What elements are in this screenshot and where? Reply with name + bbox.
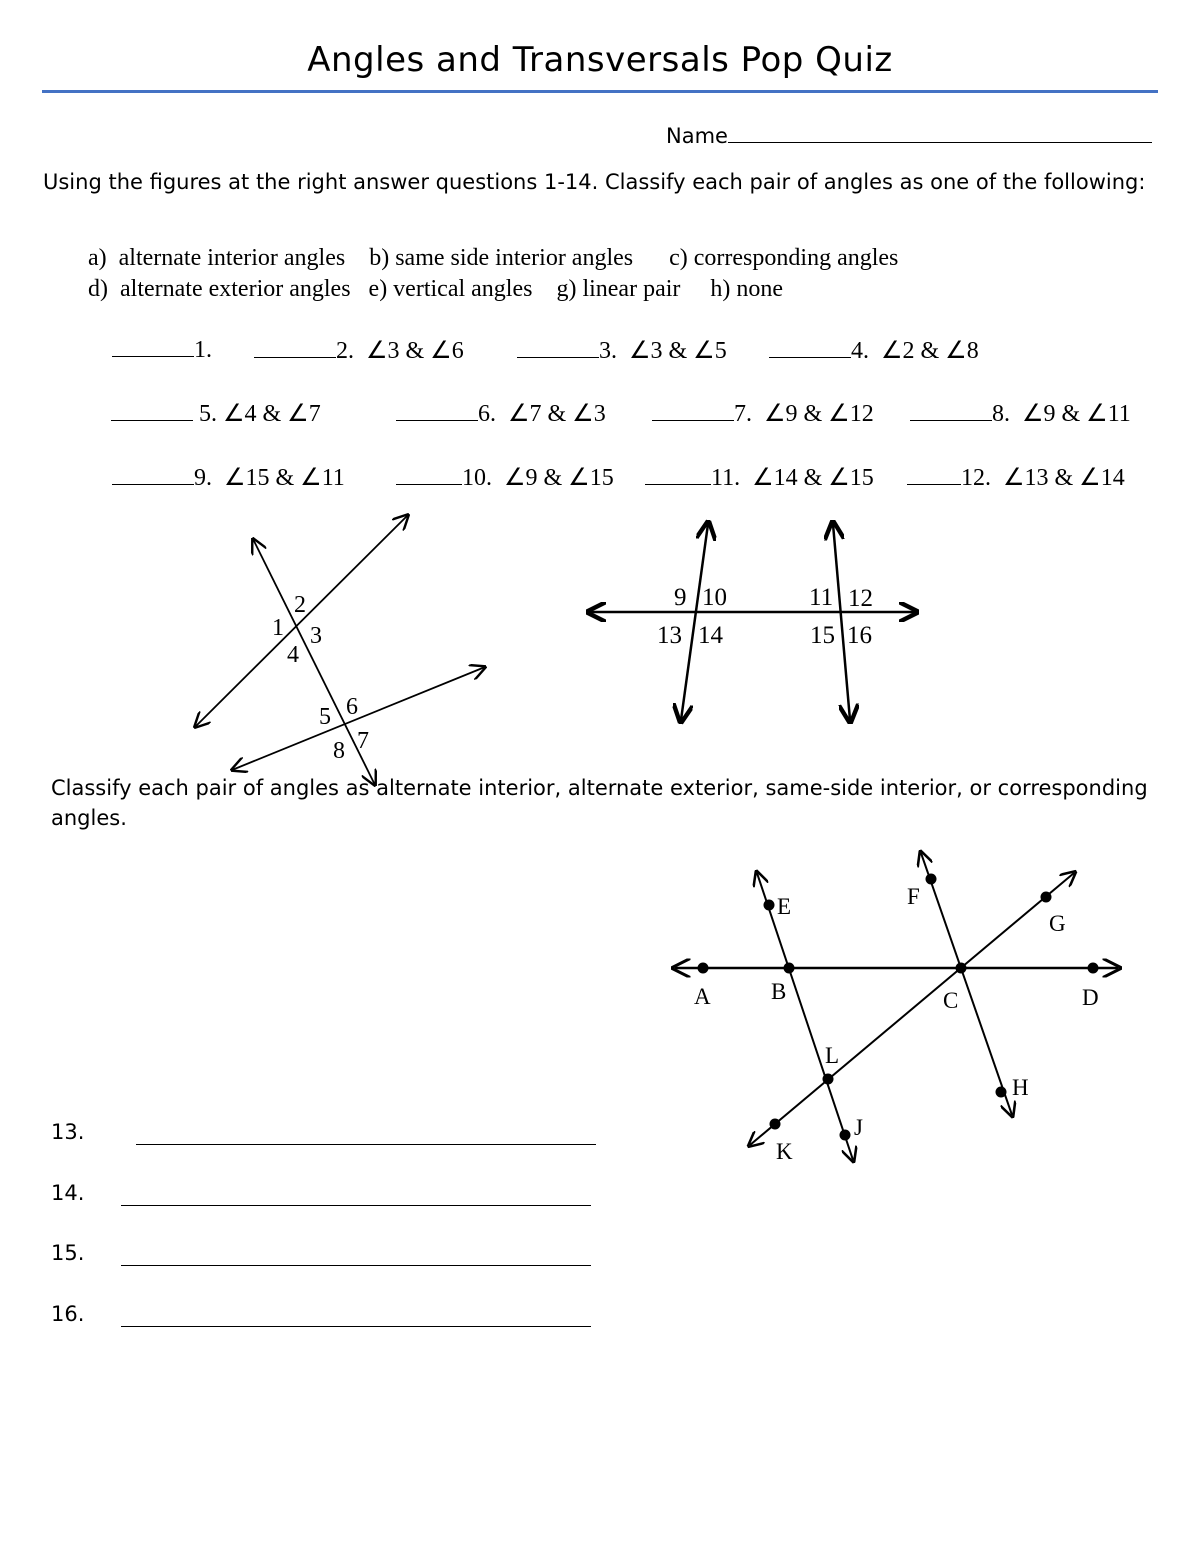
line-upper: [195, 515, 408, 727]
angle-label-14: 14: [698, 622, 723, 649]
answer-blank[interactable]: [769, 337, 851, 358]
point-A: [698, 963, 709, 974]
answer-blank[interactable]: [517, 337, 599, 358]
point-G: [1041, 892, 1052, 903]
question-pair: ∠9 & ∠11: [1022, 401, 1131, 427]
label-B: B: [771, 979, 787, 1004]
options-row-1: a) alternate interior angles b) same side interior angles c) corresponding angles: [88, 245, 899, 271]
question-label: 8.: [992, 401, 1010, 427]
question-8[interactable]: [910, 399, 1131, 428]
question-label: 6.: [478, 401, 496, 427]
question-label: 4.: [851, 338, 869, 364]
label-J: J: [854, 1115, 863, 1140]
question-label: 5.: [199, 401, 217, 427]
question-pair: ∠4 & ∠7: [223, 401, 321, 427]
line-EJ: [757, 873, 853, 1160]
instructions-2: Classify each pair of angles as alternate interior, alternate exterior, same-side interior, or corresponding angles.: [51, 776, 1148, 830]
question-label: 11.: [711, 465, 741, 491]
label-L: L: [825, 1043, 840, 1068]
point-E: [764, 900, 775, 911]
answer-blank[interactable]: [254, 337, 336, 358]
question-2[interactable]: [254, 336, 464, 365]
point-K: [770, 1119, 781, 1130]
question-pair: ∠2 & ∠8: [881, 338, 979, 364]
answer-number-15: 15.: [51, 1241, 85, 1265]
question-3[interactable]: [517, 336, 727, 365]
label-G: G: [1049, 911, 1066, 936]
line-lower: [232, 667, 485, 770]
question-1[interactable]: [112, 336, 212, 364]
question-pair: ∠14 & ∠15: [752, 465, 874, 491]
answer-line-14[interactable]: [121, 1205, 591, 1206]
label-C: C: [943, 988, 959, 1013]
angle-label-3: 3: [310, 623, 322, 649]
label-F: F: [907, 884, 920, 909]
name-label: Name: [666, 124, 728, 148]
question-label: 7.: [734, 401, 752, 427]
point-C: [956, 963, 967, 974]
name-field[interactable]: [666, 122, 1152, 148]
label-K: K: [776, 1139, 793, 1164]
angle-label-8: 8: [333, 738, 345, 764]
answer-blank[interactable]: [396, 464, 462, 485]
question-pair: ∠15 & ∠11: [224, 465, 345, 491]
angle-label-10: 10: [702, 584, 727, 611]
point-J: [840, 1130, 851, 1141]
angle-label-5: 5: [319, 704, 331, 730]
figure-transversal-1: [185, 505, 505, 795]
question-label: 10.: [462, 465, 492, 491]
answer-blank[interactable]: [112, 336, 194, 357]
angle-label-11: 11: [809, 584, 834, 611]
answer-blank[interactable]: [907, 464, 961, 485]
line-FH: [921, 853, 1012, 1115]
angle-label-15: 15: [810, 622, 835, 649]
point-H: [996, 1087, 1007, 1098]
question-pair: ∠7 & ∠3: [508, 401, 606, 427]
question-label: 2.: [336, 338, 354, 364]
angle-label-9: 9: [674, 584, 687, 611]
figure-points: [665, 845, 1135, 1170]
answer-number-16: 16.: [51, 1302, 85, 1326]
options-row-2: d) alternate exterior angles e) vertical angles g) linear pair h) none: [88, 276, 784, 302]
angle-label-1: 1: [272, 615, 284, 641]
question-10[interactable]: [396, 463, 614, 492]
angle-label-13: 13: [657, 622, 682, 649]
answer-blank[interactable]: [111, 400, 193, 421]
answer-blank[interactable]: [112, 464, 194, 485]
question-11[interactable]: [645, 463, 874, 492]
angle-label-12: 12: [848, 585, 873, 612]
answer-blank[interactable]: [910, 400, 992, 421]
answer-line-13[interactable]: [136, 1144, 596, 1145]
question-5[interactable]: [111, 399, 321, 428]
answer-line-15[interactable]: [121, 1265, 591, 1266]
line-GK: [750, 873, 1074, 1145]
answer-line-16[interactable]: [121, 1326, 591, 1327]
name-line[interactable]: [728, 122, 1152, 143]
question-7[interactable]: [652, 399, 874, 428]
point-F: [926, 874, 937, 885]
angle-label-2: 2: [294, 592, 306, 618]
answer-number-13: 13.: [51, 1120, 85, 1144]
question-label: 1.: [194, 337, 212, 363]
angle-label-16: 16: [847, 622, 872, 649]
label-D: D: [1082, 985, 1099, 1010]
question-4[interactable]: [769, 336, 979, 365]
answer-blank[interactable]: [652, 400, 734, 421]
answer-blank[interactable]: [396, 400, 478, 421]
question-12[interactable]: [907, 463, 1125, 492]
angle-label-4: 4: [287, 642, 299, 668]
point-D: [1088, 963, 1099, 974]
answer-number-14: 14.: [51, 1181, 85, 1205]
question-label: 9.: [194, 465, 212, 491]
label-E: E: [777, 894, 792, 919]
title-rule: [42, 90, 1158, 93]
question-pair: ∠3 & ∠5: [629, 338, 727, 364]
point-L: [823, 1074, 834, 1085]
question-label: 3.: [599, 338, 617, 364]
question-pair: ∠13 & ∠14: [1003, 465, 1125, 491]
label-H: H: [1012, 1075, 1029, 1100]
label-A: A: [694, 984, 711, 1009]
question-pair: ∠9 & ∠12: [764, 401, 874, 427]
answer-blank[interactable]: [645, 464, 711, 485]
angle-label-6: 6: [346, 694, 358, 720]
instructions-1: Using the figures at the right answer questions 1-14. Classify each pair of angles as one of the following:: [43, 170, 1146, 194]
question-9[interactable]: [112, 463, 345, 492]
question-pair: ∠3 & ∠6: [366, 338, 464, 364]
angle-label-7: 7: [357, 728, 369, 754]
figure-transversal-2: [580, 512, 925, 732]
page-title: Angles and Transversals Pop Quiz: [307, 40, 893, 80]
question-label: 12.: [961, 465, 991, 491]
point-B: [784, 963, 795, 974]
question-6[interactable]: [396, 399, 606, 428]
question-pair: ∠9 & ∠15: [504, 465, 614, 491]
